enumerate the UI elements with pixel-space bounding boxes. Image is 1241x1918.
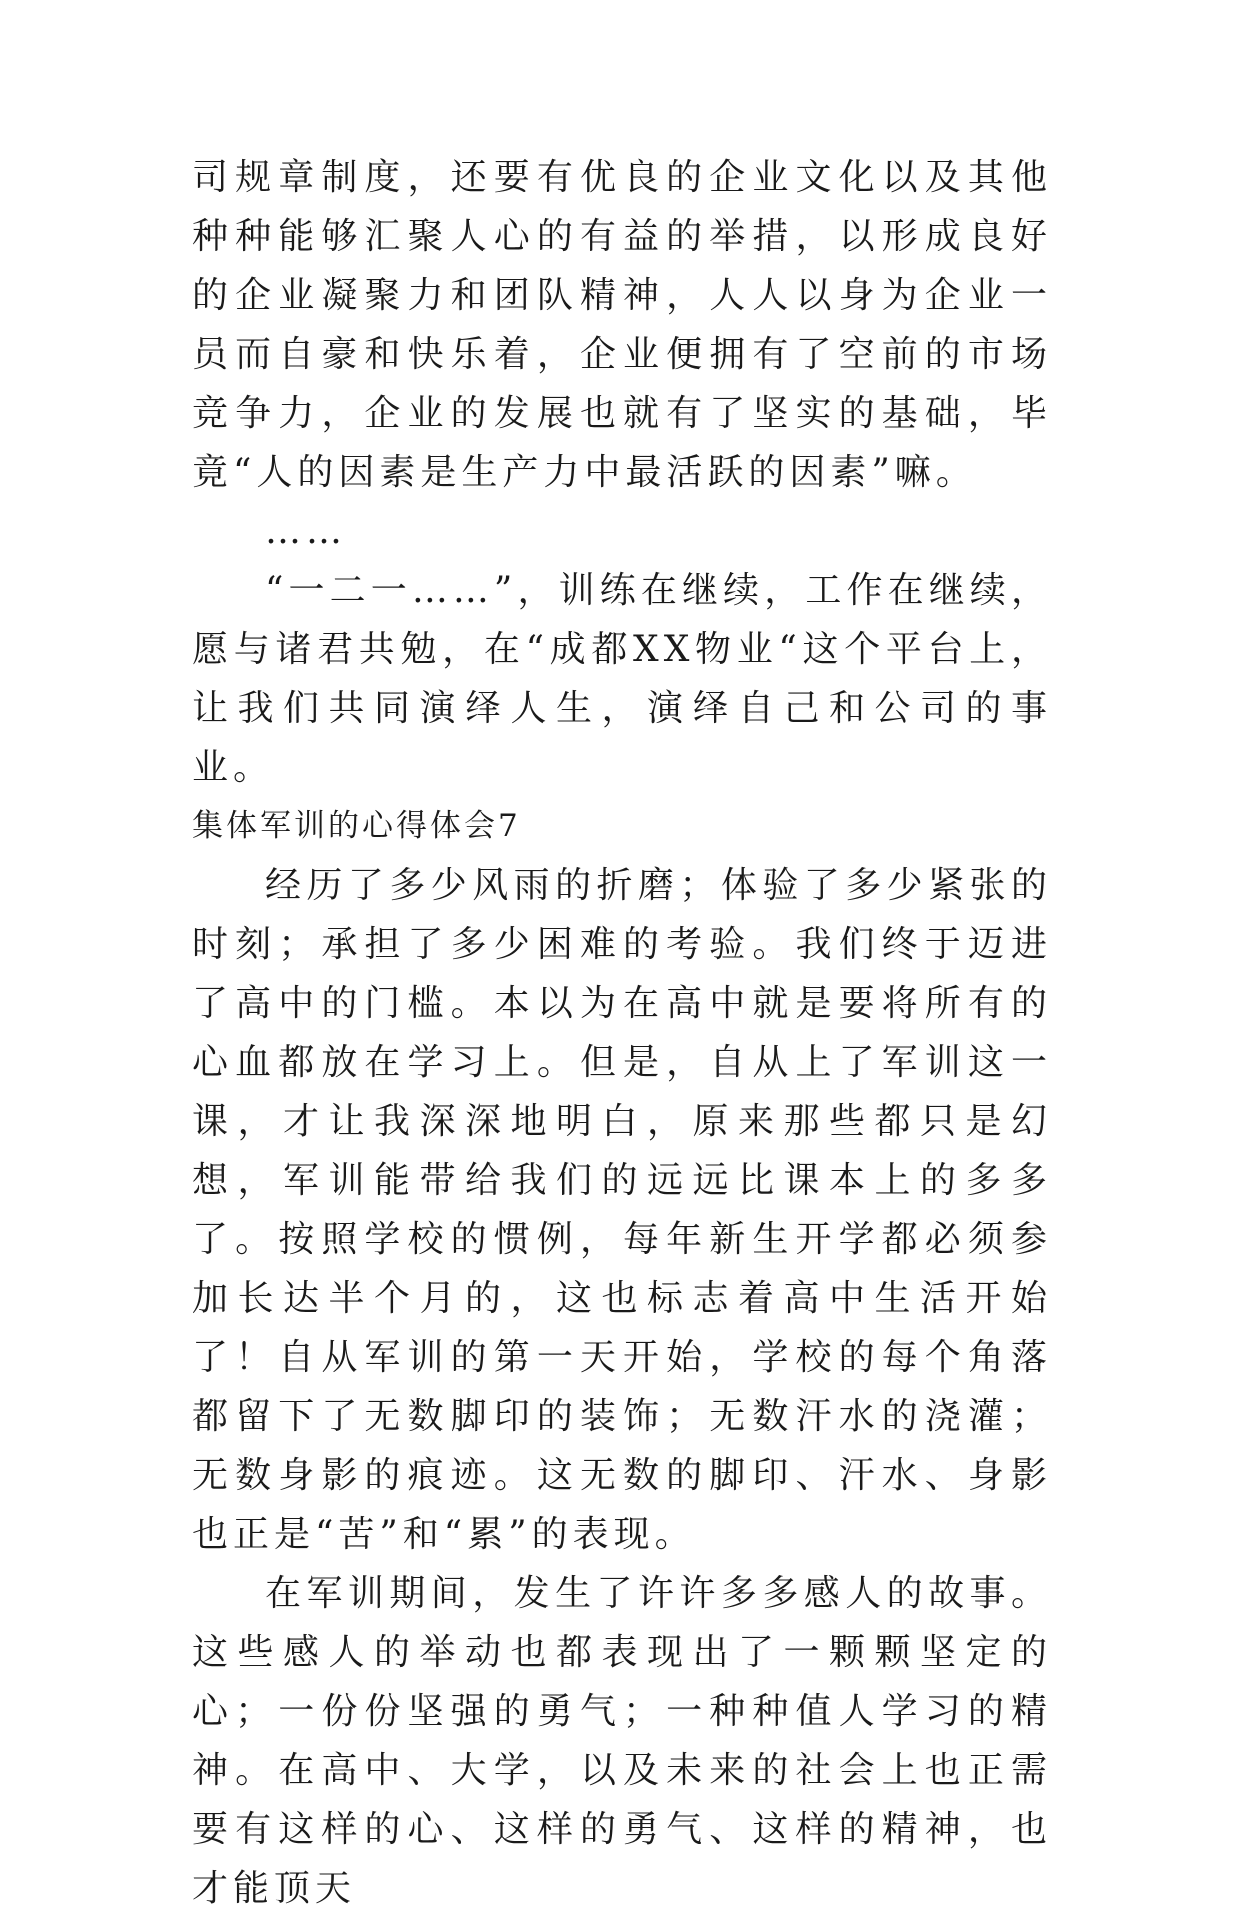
paragraph-body-1: 经历了多少风雨的折磨；体验了多少紧张的时刻；承担了多少困难的考验。我们终于迈进了高中的门槛。本以为在高中就是要将所有的心血都放在学习上。但是，自从上了军训这一课，才让我深深地明白，原来那些都只是幻想，军训能带给我们的远远比课本上的多多了。按照学校的惯例，每年新生开学都必须参加长达半个月的，这也标志着高中生活开始了！自从军训的第一天开始，学校的每个角落都留下了无数脚印的装饰；无数汗水的浇灌；无数身影的痕迹。这无数的脚印、汗水、身影也正是“苦”和“累”的表现。	[192, 865, 1052, 1555]
paragraph-closing: “一二一……”，训练在继续，工作在继续，愿与诸君共勉，在“成都XX物业“这个平台上，让我们共同演绎人生，演绎自己和公司的事业。	[192, 570, 1052, 788]
section-title: 集体军训的心得体会7	[192, 808, 521, 844]
paragraph-ellipsis: ……	[265, 511, 347, 552]
paragraph-body-2: 在军训期间，发生了许许多多感人的故事。这些感人的举动也都表现出了一颗颗坚定的心；一份份坚强的勇气；一种种值人学习的精神。在高中、大学，以及未来的社会上也正需要有这样的心、这样的勇气、这样的精神，也才能顶天	[192, 1573, 1052, 1909]
paragraph-continuation: 司规章制度，还要有优良的企业文化以及其他种种能够汇聚人心的有益的举措，以形成良好的企业凝聚力和团队精神，人人以身为企业一员而自豪和快乐着，企业便拥有了空前的市场竞争力，企业的发展也就有了坚实的基础，毕竟“人的因素是生产力中最活跃的因素”嘛。	[192, 157, 1052, 493]
document-body	[192, 148, 1052, 1918]
